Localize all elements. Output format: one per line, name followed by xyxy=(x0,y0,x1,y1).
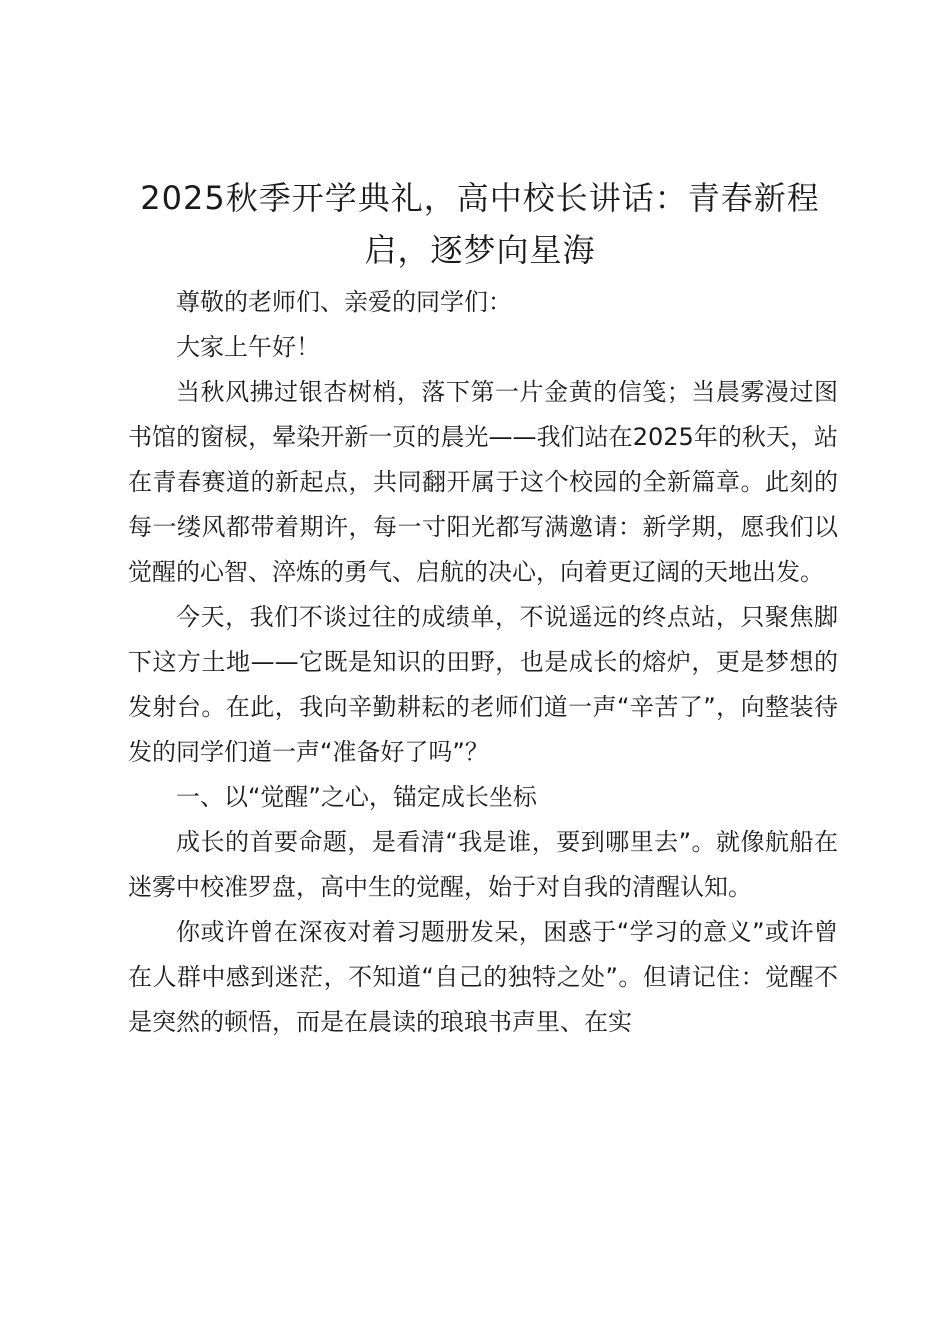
document-body xyxy=(128,280,838,1045)
document-title: 2025秋季开学典礼，高中校长讲话：青春新程启，逐梦向星海 xyxy=(140,179,820,269)
body-paragraph: 成长的首要命题，是看清“我是谁，要到哪里去”。就像航船在迷雾中校准罗盘，高中生的觉醒，始于对自我的清醒认知。 xyxy=(128,828,838,901)
greeting-paragraph: 大家上午好！ xyxy=(176,333,320,361)
section-heading: 一、以“觉醒”之心，锚定成长坐标 xyxy=(176,783,537,811)
body-paragraph: 你或许曾在深夜对着习题册发呆，困惑于“学习的意义”或许曾在人群中感到迷茫，不知道“自己的独特之处”。但请记住：觉醒不是突然的顿悟，而是在晨读的琅琅书声里、在实 xyxy=(128,918,838,1036)
salutation-paragraph: 尊敬的老师们、亲爱的同学们： xyxy=(176,288,512,316)
body-paragraph: 今天，我们不谈过往的成绩单，不说遥远的终点站，只聚焦脚下这方土地——它既是知识的田野，也是成长的熔炉，更是梦想的发射台。在此，我向辛勤耕耘的老师们道一声“辛苦了”，向整装待发的同学们道一声“准备好了吗”？ xyxy=(128,603,838,766)
body-paragraph: 当秋风拂过银杏树梢，落下第一片金黄的信笺；当晨雾漫过图书馆的窗棂，晕染开新一页的晨光——我们站在2025年的秋天，站在青春赛道的新起点，共同翻开属于这个校园的全新篇章。此刻的每一缕风都带着期许，每一寸阳光都写满邀请：新学期，愿我们以觉醒的心智、淬炼的勇气、启航的决心，向着更辽阔的天地出发。 xyxy=(128,378,838,586)
